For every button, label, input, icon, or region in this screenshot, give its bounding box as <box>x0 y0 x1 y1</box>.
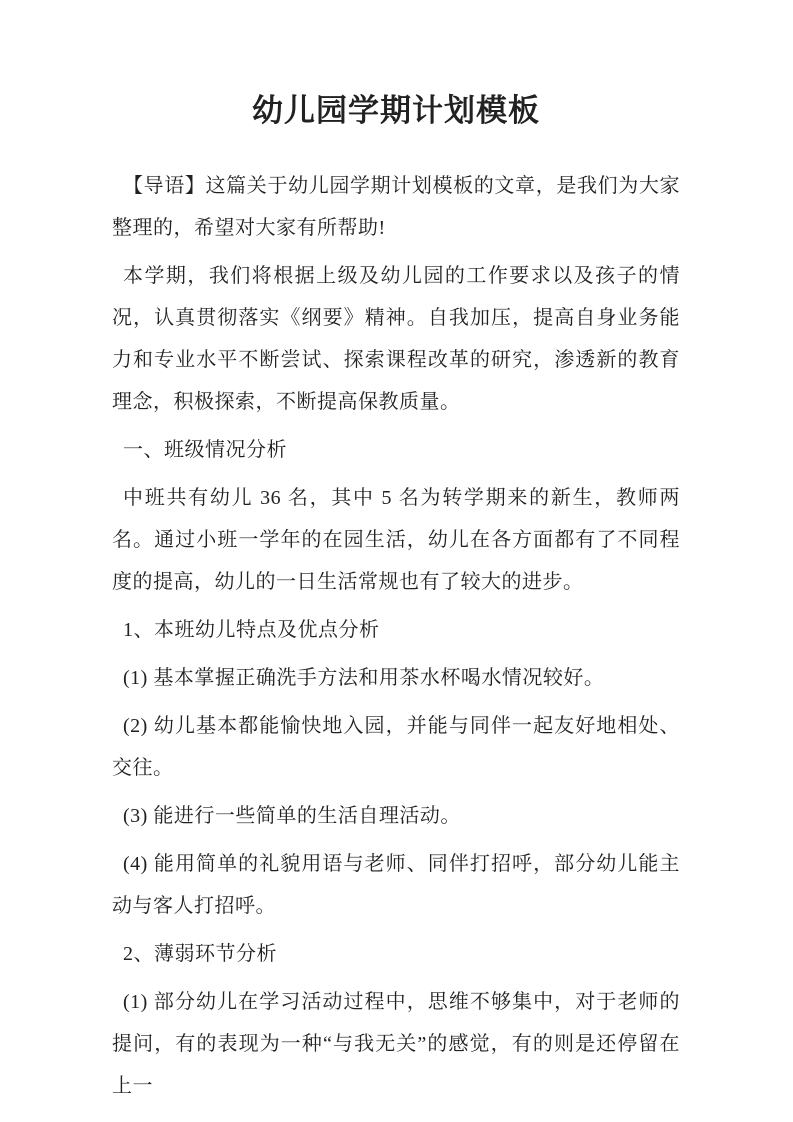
document-title: 幼儿园学期计划模板 <box>252 93 540 128</box>
sub-heading-weaknesses: 2、薄弱环节分析 <box>123 943 277 965</box>
section-heading-class-analysis: 一、班级情况分析 <box>123 439 287 461</box>
list-item-weakness-1: (1) 部分幼儿在学习活动过程中，思维不够集中，对于老师的提问，有的表现为一种“与我无关”的感觉，有的则是还停留在上一 <box>112 991 680 1097</box>
list-item-strength-1: (1) 基本掌握正确洗手方法和用茶水杯喝水情况较好。 <box>123 667 605 689</box>
paragraph-class-overview: 中班共有幼儿 36 名，其中 5 名为转学期来的新生，教师两名。通过小班一学年的在园生活，幼儿在各方面都有了不同程度的提高，幼儿的一日生活常规也有了较大的进步。 <box>112 487 680 593</box>
list-item-strength-3: (3) 能进行一些简单的生活自理活动。 <box>123 805 461 827</box>
sub-heading-strengths: 1、本班幼儿特点及优点分析 <box>123 619 380 641</box>
paragraph-intro: 【导语】这篇关于幼儿园学期计划模板的文章，是我们为大家整理的，希望对大家有所帮助! <box>112 175 680 239</box>
list-item-strength-4: (4) 能用简单的礼貌用语与老师、同伴打招呼，部分幼儿能主动与客人打招呼。 <box>112 853 680 917</box>
list-item-strength-2: (2) 幼儿基本都能愉快地入园，并能与同伴一起友好地相处、交往。 <box>112 715 680 779</box>
paragraph-overview: 本学期，我们将根据上级及幼儿园的工作要求以及孩子的情况，认真贯彻落实《纲要》精神。自我加压，提高自身业务能力和专业水平不断尝试、探索课程改革的研究，渗透新的教育理念，积极探索，不断提高保教质量。 <box>112 265 680 413</box>
